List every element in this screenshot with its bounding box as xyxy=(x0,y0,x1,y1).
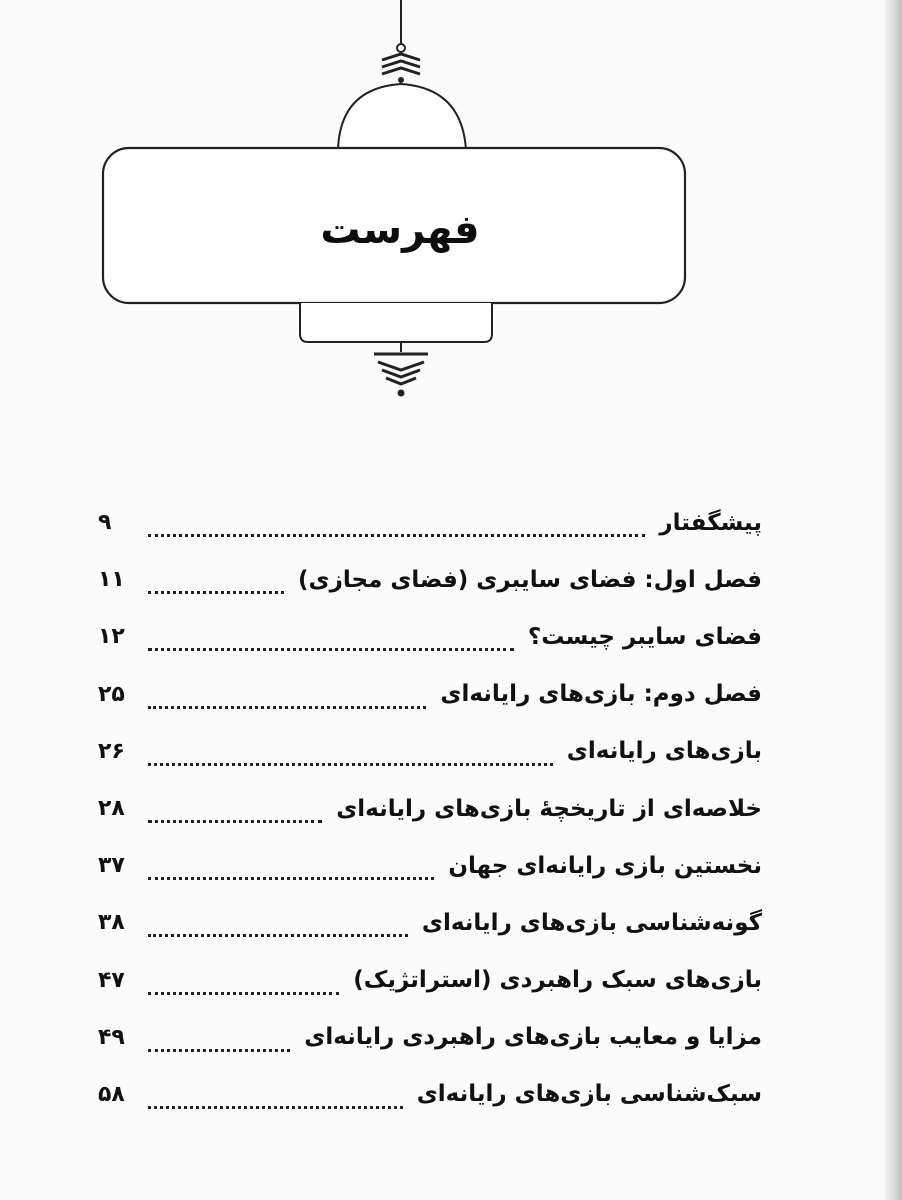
ornament-chevron-top-icon xyxy=(382,54,420,74)
toc-leader-dots xyxy=(148,855,434,880)
toc-leader-dots xyxy=(148,970,339,995)
toc-page-number: ۵۸ xyxy=(98,1081,125,1107)
ornament-chevron-bottom-icon xyxy=(374,354,428,384)
toc-entry-title: خلاصه‌ای از تاریخچۀ بازی‌های رایانه‌ای xyxy=(336,795,762,822)
toc-entry-strategy-games xyxy=(98,952,762,1009)
toc-entry-title: پیشگفتار xyxy=(659,509,762,536)
toc-page-number: ۳۷ xyxy=(98,853,125,879)
toc-leader-dots xyxy=(148,569,284,594)
toc-entry-computer-games xyxy=(98,723,762,780)
toc-entry-title: سبک‌شناسی بازی‌های رایانه‌ای xyxy=(416,1081,762,1108)
ornament-lower-tab xyxy=(300,303,492,342)
toc-page-number: ۲۸ xyxy=(98,796,125,822)
page-title: فهرست xyxy=(320,207,480,253)
toc-page-number: ۴۷ xyxy=(98,967,125,993)
toc-leader-dots xyxy=(148,1027,290,1052)
toc-page-number: ۴۹ xyxy=(98,1024,125,1050)
toc-page-number: ۹ xyxy=(98,510,112,536)
toc-page-number: ۱۲ xyxy=(98,624,125,650)
toc-page-number: ۳۸ xyxy=(98,910,125,936)
toc-entry-title: فصل اول: فضای سایبری (فضای مجازی) xyxy=(298,566,762,593)
toc-leader-dots xyxy=(148,512,645,537)
toc-page-number: ۱۱ xyxy=(98,567,125,593)
toc-entry-title: مزایا و معایب بازی‌های راهبردی رایانه‌ای xyxy=(304,1024,762,1051)
toc-entry-history xyxy=(98,780,762,837)
toc-entry-typology xyxy=(98,894,762,951)
toc-entry-first-game xyxy=(98,837,762,894)
ornament-bead-bottom xyxy=(398,390,405,397)
toc-leader-dots xyxy=(148,626,514,651)
toc-entry-stylistics xyxy=(98,1066,762,1123)
toc-entry-title: گونه‌شناسی بازی‌های رایانه‌ای xyxy=(421,909,762,936)
ornament-dome xyxy=(338,84,466,150)
toc-entry-title: فضای سایبر چیست؟ xyxy=(527,623,762,650)
toc-entry-title: بازی‌های سبک راهبردی (استراتژیک) xyxy=(353,967,762,994)
toc-entry-title: فصل دوم: بازی‌های رایانه‌ای xyxy=(440,681,762,708)
toc-leader-dots xyxy=(148,912,408,937)
table-of-contents xyxy=(98,494,762,1123)
toc-page-number: ۲۵ xyxy=(98,681,125,707)
toc-entry-chapter-2 xyxy=(98,666,762,723)
toc-leader-dots xyxy=(148,1084,403,1109)
toc-entry-preface xyxy=(98,494,762,551)
toc-entry-title: نخستین بازی رایانه‌ای جهان xyxy=(448,852,762,879)
toc-leader-dots xyxy=(148,741,553,766)
ornament-bead-top xyxy=(397,44,405,52)
toc-entry-chapter-1 xyxy=(98,551,762,608)
toc-page-number: ۲۶ xyxy=(98,738,125,764)
toc-leader-dots xyxy=(148,684,426,709)
toc-entry-pros-cons xyxy=(98,1009,762,1066)
toc-entry-what-is-cyberspace xyxy=(98,608,762,665)
toc-entry-title: بازی‌های رایانه‌ای xyxy=(566,738,762,765)
toc-leader-dots xyxy=(148,798,322,823)
